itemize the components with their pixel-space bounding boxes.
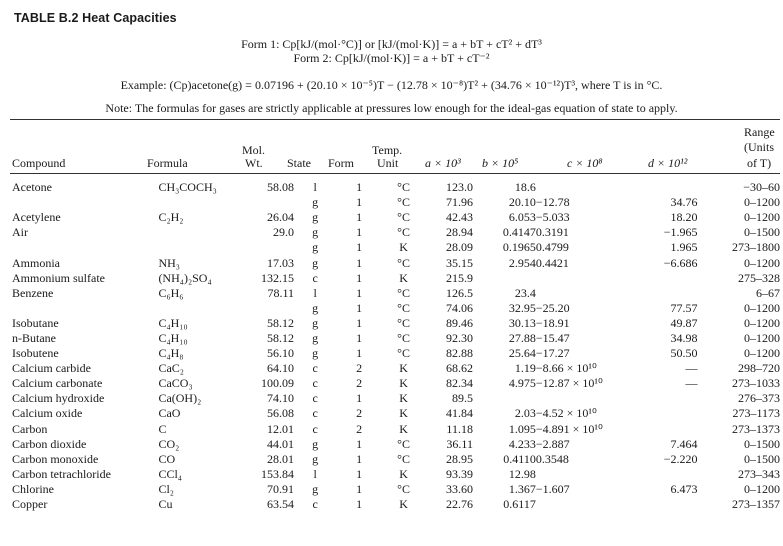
cell-a: 82.88 — [445, 346, 473, 361]
cell-a: 42.43 — [445, 210, 473, 225]
cell-formula: C₄H₁₀ — [158, 330, 188, 345]
cell-state: g — [312, 195, 319, 210]
cell-b: 20.10 — [508, 195, 536, 210]
table-row — [12, 316, 780, 331]
cell-formula: Cu — [158, 497, 173, 512]
cell-d: 6.473 — [670, 481, 698, 496]
cell-a: 36.11 — [446, 436, 473, 451]
cell-b: 30.13 — [508, 315, 536, 330]
cell-molwt: 153.84 — [261, 466, 295, 481]
cell-molwt: 132.15 — [261, 270, 295, 285]
cell-temp-unit: °C — [397, 451, 410, 466]
table-row — [12, 497, 780, 512]
cell-compound: Acetone — [12, 180, 52, 195]
header-c: c × 10⁸ — [567, 156, 603, 170]
cell-range: 0–1200 — [744, 255, 780, 270]
cell-compound — [12, 195, 158, 210]
cell-form: 2 — [356, 406, 363, 421]
cell-a: 89.5 — [451, 391, 473, 406]
table-row — [12, 271, 780, 286]
cell-temp-unit: K — [399, 270, 408, 285]
cell-range: 276–373 — [738, 391, 780, 406]
cell-molwt: 44.01 — [267, 436, 295, 451]
cell-b: 0.1965 — [502, 240, 536, 255]
cell-a: 28.94 — [445, 225, 473, 240]
cell-range: 0–1200 — [744, 481, 780, 496]
header-temp-line1: Temp. — [372, 143, 403, 157]
cell-d: 49.87 — [670, 315, 698, 330]
cell-compound: Isobutane — [12, 315, 59, 330]
cell-range: 0–1200 — [744, 330, 780, 345]
cell-d — [648, 391, 698, 406]
table-row — [12, 406, 780, 421]
cell-range: 298–720 — [738, 361, 780, 376]
cell-d: −1.965 — [663, 225, 698, 240]
cell-d — [648, 422, 698, 437]
cell-c: −1.607 — [535, 481, 570, 496]
cell-form: 1 — [356, 180, 363, 195]
cell-formula: CO₂ — [158, 436, 180, 451]
cell-compound: n-Butane — [12, 330, 56, 345]
cell-temp-unit: °C — [397, 436, 410, 451]
cell-form: 1 — [356, 300, 363, 315]
cell-state: c — [312, 497, 318, 512]
cell-form: 1 — [356, 225, 363, 240]
cell-range: 273–1357 — [732, 497, 780, 512]
cell-molwt: 56.10 — [267, 346, 295, 361]
cell-form: 2 — [356, 376, 363, 391]
cell-form: 1 — [356, 240, 363, 255]
cell-c: −8.66 × 10¹⁰ — [535, 361, 597, 376]
cell-compound — [12, 240, 158, 255]
header-molwt-line2: Wt. — [245, 156, 263, 170]
cell-temp-unit: K — [399, 466, 408, 481]
cell-compound: Copper — [12, 497, 48, 512]
table-row — [12, 331, 780, 346]
table-row — [12, 346, 780, 361]
cell-state: c — [312, 406, 318, 421]
cell-form: 1 — [356, 436, 363, 451]
cell-a: 74.06 — [445, 300, 473, 315]
heat-capacity-table — [12, 180, 780, 512]
header-top-rule — [10, 119, 780, 120]
cell-c: −25.20 — [535, 300, 570, 315]
cell-molwt: 28.01 — [267, 451, 295, 466]
header-temp-line2: Unit — [377, 156, 399, 170]
cell-molwt: 29.0 — [273, 225, 295, 240]
cell-a: 89.46 — [445, 315, 473, 330]
cell-formula: NH₃ — [158, 255, 180, 270]
cell-temp-unit: °C — [397, 481, 410, 496]
cell-c — [536, 271, 648, 286]
cell-temp-unit: °C — [397, 210, 410, 225]
cell-molwt: 58.12 — [267, 330, 295, 345]
cell-d: — — [685, 376, 698, 391]
cell-molwt: 26.04 — [267, 210, 295, 225]
cell-formula: (NH₄)₂SO₄ — [158, 270, 212, 285]
cell-compound: Calcium oxide — [12, 406, 83, 421]
cell-c: −2.887 — [535, 436, 570, 451]
cell-formula: C — [158, 421, 167, 436]
cell-range: 273–1173 — [732, 406, 780, 421]
header-d: d × 10¹² — [648, 156, 688, 170]
cell-b: 0.6117 — [503, 497, 536, 512]
cell-formula: CaO — [158, 406, 181, 421]
cell-state: g — [312, 451, 319, 466]
cell-temp-unit: °C — [397, 225, 410, 240]
table-row — [12, 376, 780, 391]
cell-form: 1 — [356, 315, 363, 330]
cell-a: 215.9 — [445, 270, 473, 285]
cell-state: g — [312, 436, 319, 451]
cell-formula: CaCO₃ — [158, 376, 193, 391]
cell-form: 1 — [356, 451, 363, 466]
cell-state: g — [312, 225, 319, 240]
table-row — [12, 391, 780, 406]
cell-c: 0.4799 — [535, 240, 569, 255]
cell-temp-unit: °C — [397, 346, 410, 361]
cell-temp-unit: K — [399, 361, 408, 376]
cell-b: 4.975 — [508, 376, 536, 391]
cell-molwt: 100.09 — [261, 376, 295, 391]
cell-c — [536, 467, 648, 482]
cell-range: 0–1200 — [744, 346, 780, 361]
cell-a: 92.30 — [445, 330, 473, 345]
cell-c: −5.033 — [535, 210, 570, 225]
cell-d: 7.464 — [670, 436, 698, 451]
cell-temp-unit: K — [399, 421, 408, 436]
cell-form: 1 — [356, 497, 363, 512]
cell-molwt: 58.08 — [267, 180, 295, 195]
cell-temp-unit: K — [399, 240, 408, 255]
cell-form: 1 — [356, 210, 363, 225]
cell-state: c — [312, 361, 318, 376]
cell-compound — [12, 301, 158, 316]
header-compound: Compound — [12, 156, 66, 170]
cell-formula: C₄H₈ — [158, 346, 184, 361]
cell-d: −6.686 — [663, 255, 698, 270]
cell-form: 2 — [356, 421, 363, 436]
cell-c: −15.47 — [535, 330, 570, 345]
cell-b: 1.095 — [508, 421, 536, 436]
cell-compound: Ammonium sulfate — [12, 270, 105, 285]
cell-state: g — [312, 346, 319, 361]
cell-formula: CCl₄ — [158, 466, 182, 481]
table-row — [12, 210, 780, 225]
cell-state: c — [312, 421, 318, 436]
cell-state: c — [312, 376, 318, 391]
cell-state: g — [312, 210, 319, 225]
cell-molwt — [254, 240, 294, 255]
cell-c: 0.3191 — [535, 225, 569, 240]
cell-molwt: 56.08 — [267, 406, 295, 421]
cell-compound: Benzene — [12, 285, 54, 300]
cell-formula: Ca(OH)₂ — [158, 391, 202, 406]
cell-compound: Calcium hydroxide — [12, 391, 105, 406]
cell-formula: CH₃COCH₃ — [158, 180, 217, 195]
header-form: Form — [328, 156, 355, 170]
cell-compound: Chlorine — [12, 481, 54, 496]
cell-range: 275–328 — [738, 270, 780, 285]
cell-b — [473, 271, 536, 286]
cell-state: c — [312, 270, 318, 285]
cell-state: g — [312, 300, 319, 315]
cell-compound: Isobutene — [12, 346, 59, 361]
example-equation: Example: (Cp)acetone(g) = 0.07196 + (20.10 × 10⁻⁵)T − (12.78 × 10⁻⁸)T² + (34.76 × 10⁻¹²)T³, where T is in °C. — [120, 78, 663, 92]
cell-compound: Air — [12, 225, 28, 240]
cell-c: −17.27 — [535, 346, 570, 361]
cell-d: 1.965 — [670, 240, 698, 255]
cell-c: 0.4421 — [535, 255, 569, 270]
cell-molwt: 63.54 — [267, 497, 295, 512]
cell-molwt: 12.01 — [267, 421, 295, 436]
cell-form: 1 — [356, 481, 363, 496]
cell-state: l — [313, 180, 317, 195]
header-a: a × 10³ — [425, 156, 461, 170]
table-row — [12, 195, 780, 210]
header-molwt-line1: Mol. — [242, 143, 266, 157]
cell-c: −12.87 × 10¹⁰ — [535, 376, 603, 391]
cell-a: 68.62 — [445, 361, 473, 376]
cell-compound: Calcium carbonate — [12, 376, 103, 391]
cell-a: 33.60 — [445, 481, 473, 496]
cell-range: 0–1200 — [744, 315, 780, 330]
cell-d — [648, 406, 698, 421]
cell-temp-unit: °C — [397, 315, 410, 330]
header-b: b × 10⁵ — [482, 156, 519, 170]
cell-a: 22.76 — [445, 497, 473, 512]
cell-range: 273–1033 — [732, 376, 780, 391]
cell-b: 1.19 — [514, 361, 536, 376]
cell-d: 34.98 — [670, 330, 698, 345]
cell-formula: C₄H₁₀ — [158, 315, 188, 330]
cell-temp-unit: °C — [397, 255, 410, 270]
cell-temp-unit: °C — [397, 300, 410, 315]
cell-formula — [158, 225, 253, 240]
cell-compound: Carbon dioxide — [12, 436, 87, 451]
cell-c: −12.78 — [535, 195, 570, 210]
cell-d: — — [685, 361, 698, 376]
cell-form: 1 — [356, 466, 363, 481]
cell-formula: CO — [158, 451, 176, 466]
header-range-line1: Range — [744, 125, 775, 139]
cell-c: −18.91 — [535, 315, 570, 330]
cell-a: 71.96 — [445, 195, 473, 210]
cell-state: l — [313, 466, 317, 481]
cell-d: 18.20 — [670, 210, 698, 225]
cell-d — [648, 286, 698, 301]
cell-a: 41.84 — [445, 406, 473, 421]
cell-formula — [158, 301, 253, 316]
cell-b: 18.6 — [514, 180, 536, 195]
cell-range: −30–60 — [743, 180, 780, 195]
cell-b: 1.367 — [508, 481, 536, 496]
cell-b: 32.95 — [508, 300, 536, 315]
cell-d: 34.76 — [670, 195, 698, 210]
cell-b: 4.233 — [508, 436, 536, 451]
cell-b: 25.64 — [508, 346, 536, 361]
cell-temp-unit: °C — [397, 195, 410, 210]
cell-form: 1 — [356, 255, 363, 270]
form-2-equation: Form 2: Cp[kJ/(mol·K)] = a + bT + cT⁻² — [293, 51, 490, 65]
cell-range: 0–1500 — [744, 451, 780, 466]
cell-form: 1 — [356, 285, 363, 300]
table-row — [12, 467, 780, 482]
cell-d — [648, 467, 698, 482]
cell-temp-unit: K — [399, 391, 408, 406]
cell-b: 0.4110 — [503, 451, 536, 466]
cell-form: 2 — [356, 361, 363, 376]
cell-temp-unit: K — [399, 406, 408, 421]
cell-b: 23.4 — [514, 285, 536, 300]
cell-range: 6–67 — [756, 285, 780, 300]
cell-a: 35.15 — [445, 255, 473, 270]
header-formula: Formula — [147, 156, 188, 170]
cell-a: 123.0 — [445, 180, 473, 195]
cell-c — [536, 286, 648, 301]
cell-molwt — [254, 301, 294, 316]
cell-formula: Cl₂ — [158, 481, 174, 496]
cell-c — [536, 180, 648, 195]
cell-a: 11.18 — [446, 421, 473, 436]
cell-range: 0–1200 — [744, 195, 780, 210]
cell-temp-unit: K — [399, 376, 408, 391]
cell-temp-unit: °C — [397, 180, 410, 195]
cell-compound: Carbon tetrachloride — [12, 466, 111, 481]
header-range-line3: of T) — [747, 156, 772, 170]
cell-b: 0.4147 — [502, 225, 536, 240]
cell-state: g — [312, 255, 319, 270]
header-range-line2: (Units — [744, 140, 774, 154]
cell-b: 2.954 — [508, 255, 536, 270]
cell-d: 77.57 — [670, 300, 698, 315]
cell-a: 28.95 — [445, 451, 473, 466]
table-row — [12, 240, 780, 255]
table-row — [12, 482, 780, 497]
cell-c: −4.52 × 10¹⁰ — [535, 406, 597, 421]
cell-form: 1 — [356, 330, 363, 345]
header-bottom-rule — [10, 173, 780, 174]
note-text: Note: The formulas for gases are strictly applicable at pressures low enough for the ideal-gas equation of state to apply. — [105, 101, 678, 115]
table-row — [12, 180, 780, 195]
cell-formula: C₂H₂ — [158, 210, 184, 225]
table-title: TABLE B.2 Heat Capacities — [14, 11, 177, 25]
cell-d — [648, 271, 698, 286]
cell-state: g — [312, 240, 319, 255]
cell-molwt: 74.10 — [267, 391, 295, 406]
cell-molwt: 70.91 — [267, 481, 295, 496]
cell-b: 27.88 — [508, 330, 536, 345]
cell-d: 50.50 — [670, 346, 698, 361]
cell-d: −2.220 — [663, 451, 698, 466]
cell-range: 0–1200 — [744, 300, 780, 315]
cell-compound: Ammonia — [12, 255, 60, 270]
cell-molwt — [254, 195, 294, 210]
cell-range: 273–1800 — [732, 240, 780, 255]
cell-compound: Carbon — [12, 421, 48, 436]
cell-temp-unit: °C — [397, 330, 410, 345]
cell-range: 0–1500 — [744, 225, 780, 240]
cell-c — [536, 391, 648, 406]
cell-a: 93.39 — [445, 466, 473, 481]
cell-range: 0–1200 — [744, 210, 780, 225]
cell-c: −4.891 × 10¹⁰ — [535, 421, 603, 436]
cell-form: 1 — [356, 270, 363, 285]
cell-temp-unit: K — [399, 497, 408, 512]
cell-range: 273–1373 — [732, 421, 780, 436]
cell-temp-unit: °C — [397, 285, 410, 300]
table-row — [12, 286, 780, 301]
cell-a: 28.09 — [445, 240, 473, 255]
cell-form: 1 — [356, 195, 363, 210]
header-state: State — [287, 156, 311, 170]
cell-range: 0–1500 — [744, 436, 780, 451]
cell-d — [648, 180, 698, 195]
table-row — [12, 225, 780, 240]
cell-molwt: 17.03 — [267, 255, 295, 270]
cell-range: 273–343 — [738, 466, 780, 481]
cell-molwt: 64.10 — [267, 361, 295, 376]
cell-compound: Carbon monoxide — [12, 451, 99, 466]
cell-formula: CaC₂ — [158, 361, 184, 376]
table-row — [12, 361, 780, 376]
cell-form: 1 — [356, 346, 363, 361]
cell-state: l — [313, 285, 317, 300]
cell-d — [648, 497, 698, 512]
cell-compound: Calcium carbide — [12, 361, 91, 376]
cell-formula — [158, 195, 253, 210]
cell-b: 6.053 — [508, 210, 536, 225]
cell-form: 1 — [356, 391, 363, 406]
cell-formula — [158, 240, 253, 255]
table-body — [12, 180, 780, 512]
cell-state: g — [312, 330, 319, 345]
cell-a: 126.5 — [445, 285, 473, 300]
table-row — [12, 452, 780, 467]
cell-c: 0.3548 — [535, 451, 569, 466]
table-row — [12, 301, 780, 316]
form-1-equation: Form 1: Cp[kJ/(mol·°C)] or [kJ/(mol·K)] = a + bT + cT² + dT³ — [241, 37, 542, 51]
cell-molwt: 58.12 — [267, 315, 295, 330]
cell-b: 12.98 — [508, 466, 536, 481]
table-row — [12, 437, 780, 452]
cell-b: 2.03 — [514, 406, 536, 421]
cell-c — [536, 497, 648, 512]
cell-state: g — [312, 481, 319, 496]
cell-molwt: 78.11 — [267, 285, 295, 300]
cell-compound: Acetylene — [12, 210, 61, 225]
cell-formula: C₆H₆ — [158, 285, 184, 300]
cell-state: g — [312, 315, 319, 330]
table-row — [12, 255, 780, 270]
cell-b — [473, 391, 536, 406]
cell-a: 82.34 — [445, 376, 473, 391]
table-row — [12, 422, 780, 437]
cell-state: c — [312, 391, 318, 406]
